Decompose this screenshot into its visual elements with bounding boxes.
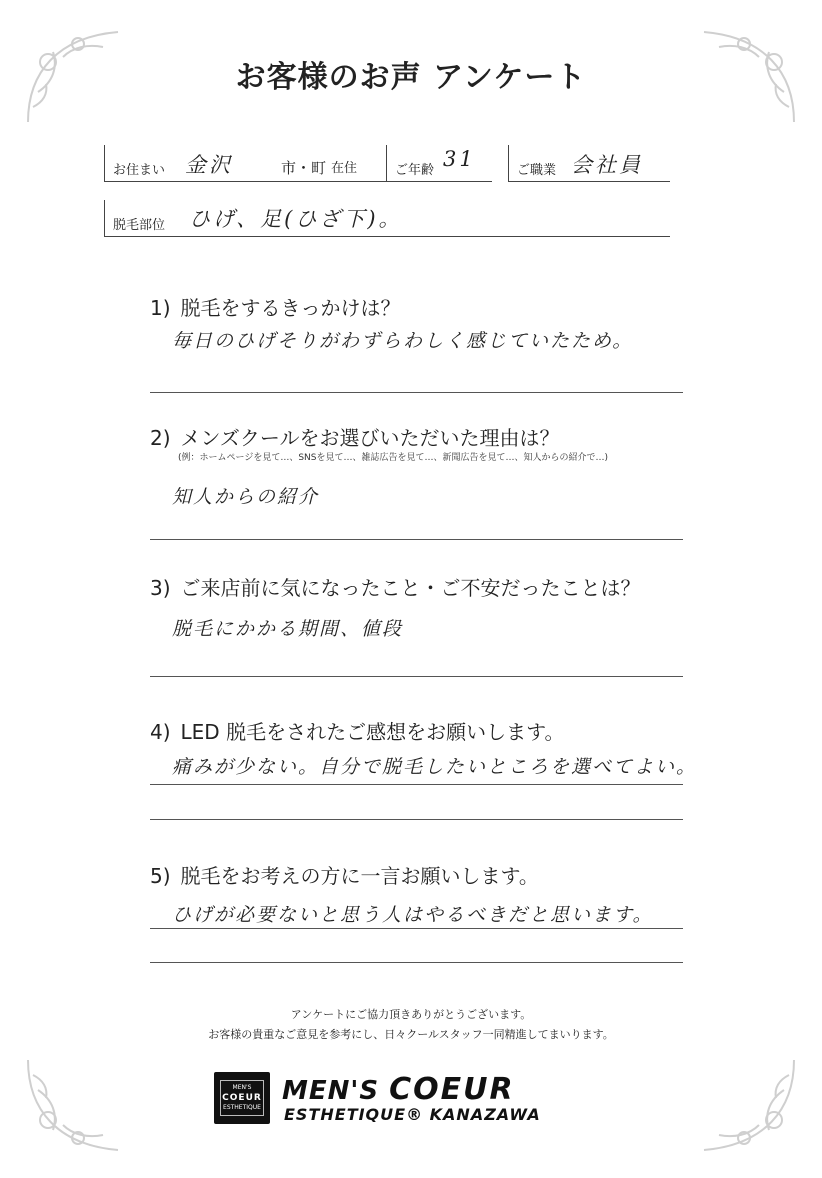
answer-divider	[150, 676, 683, 677]
answer-3: 脱毛にかかる期間、値段	[172, 618, 404, 640]
brand-badge-logo	[214, 1072, 270, 1124]
question-text: LED 脱毛をされたご感想をお願いします。	[180, 720, 565, 744]
page-title: お客様のお声 アンケート	[235, 60, 587, 95]
job-cell	[508, 145, 671, 181]
job-value: 会社員	[571, 153, 643, 177]
answer-1: 毎日のひげそりがわずらわしく感じていたため。	[172, 330, 634, 352]
brand-name	[282, 1072, 515, 1107]
answer-divider	[150, 819, 683, 820]
question-text: ご来店前に気になったこと・ご不安だったことは？	[180, 576, 641, 600]
question-5	[150, 860, 539, 889]
question-3	[150, 572, 641, 601]
brand-prefix: MEN'S	[282, 1076, 380, 1106]
question-4	[150, 716, 564, 745]
age-value: 31	[443, 147, 476, 171]
residence-value: 金沢	[185, 153, 233, 177]
residence-label: お住まい	[113, 163, 166, 178]
question-number: 4)	[150, 720, 171, 744]
question-text: 脱毛をするきっかけは？	[180, 296, 401, 320]
job-info-row	[508, 145, 670, 182]
answer-5: ひげが必要ないと思う人はやるべきだと思います。	[172, 904, 654, 926]
residence-suffix2: 在住	[331, 161, 358, 176]
question-number: 2)	[150, 426, 171, 450]
answer-divider	[150, 784, 683, 785]
treatment-area-value: ひげ、足(ひざ下)。	[189, 207, 403, 231]
treatment-area-label: 脱毛部位	[113, 218, 166, 233]
customer-info-row	[104, 145, 492, 182]
question-1	[150, 292, 401, 321]
floral-ornament-icon	[694, 1050, 804, 1160]
question-text: 脱毛をお考えの方に一言お願いします。	[180, 864, 539, 888]
answer-divider	[150, 392, 683, 393]
age-cell	[386, 145, 493, 181]
question-2	[150, 422, 560, 451]
brand-main: COEUR	[389, 1072, 515, 1107]
question-number: 1)	[150, 296, 171, 320]
footer-thanks: アンケートにご協力頂きありがとうございます。	[290, 1008, 532, 1021]
residence-cell	[104, 145, 369, 181]
answer-4: 痛みが少ない。自分で脱毛したいところを選べてよい。	[172, 756, 698, 778]
job-label: ご職業	[517, 163, 557, 178]
answer-divider	[150, 928, 683, 929]
brand-subtitle: ESTHETIQUE® KANAZAWA	[284, 1105, 541, 1124]
badge-bottom-text: ESTHETIQUE	[223, 1104, 261, 1111]
question-text: メンズクールをお選びいただいた理由は？	[180, 426, 560, 450]
answer-divider	[150, 539, 683, 540]
footer-message: お客様の貴重なご意見を参考にし、日々クールスタッフ一同精進してまいります。	[208, 1028, 614, 1041]
floral-ornament-icon	[18, 1050, 128, 1160]
treatment-area-row	[104, 200, 670, 237]
answer-divider	[150, 962, 683, 963]
badge-main-text: COEUR	[222, 1093, 262, 1103]
badge-top-text: MEN'S	[232, 1084, 252, 1091]
age-label: ご年齢	[395, 163, 435, 178]
answer-2: 知人からの紹介	[172, 486, 320, 508]
question-number: 3)	[150, 576, 171, 600]
question-number: 5)	[150, 864, 171, 888]
question-2-note: (例：ホームページを見て…、SNSを見て…、雑誌広告を見て…、新聞広告を見て…、知人からの紹介で…)	[178, 453, 609, 463]
treatment-area-cell	[104, 200, 671, 236]
residence-suffix: 市・町	[281, 159, 327, 177]
